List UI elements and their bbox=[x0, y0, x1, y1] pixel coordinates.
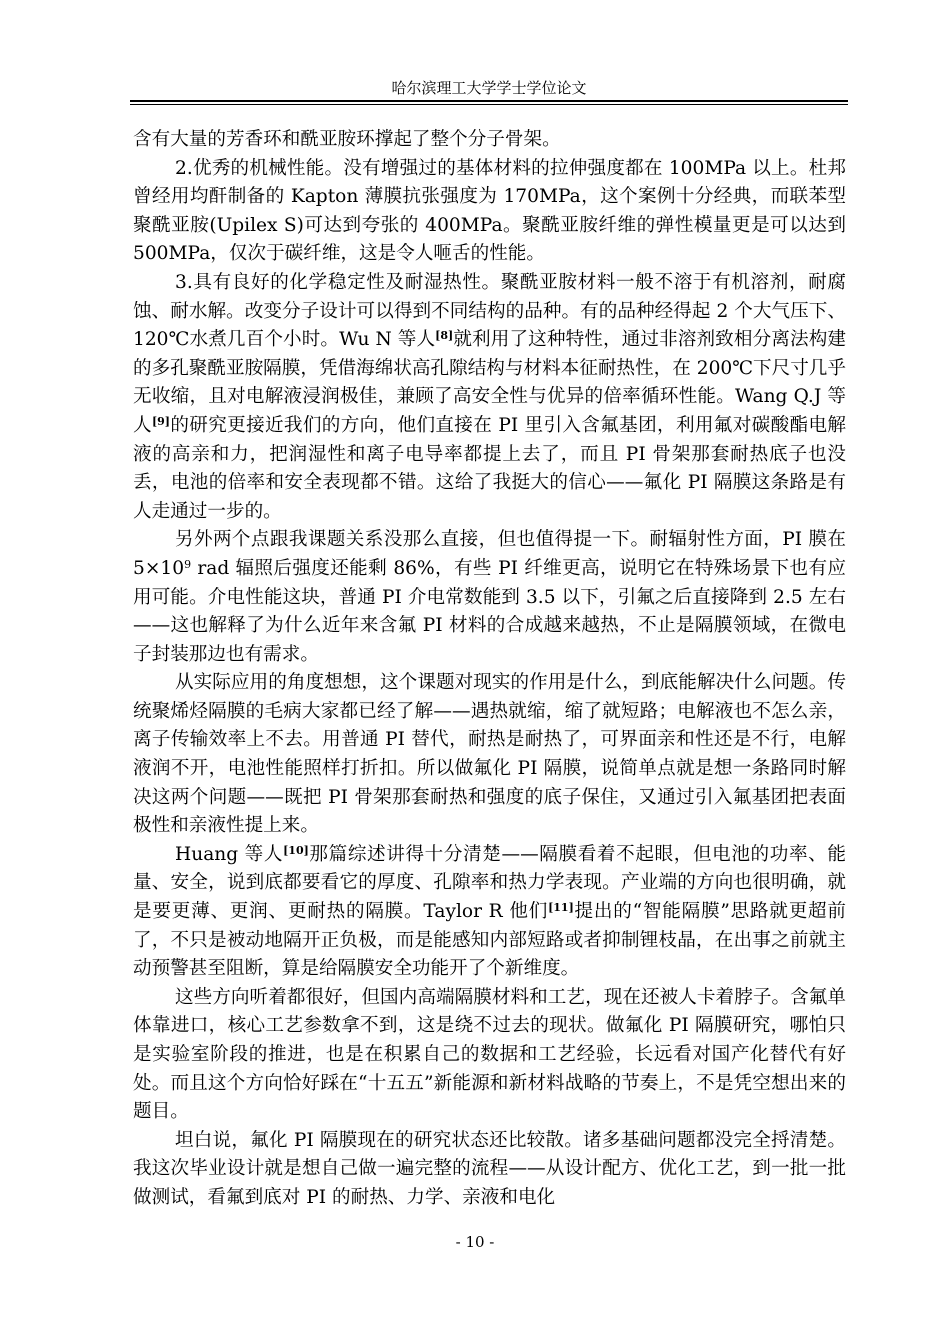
text-run: rad 辐照后强度还能剩 86%，有些 PI 纤维更高，说明它在特殊场景下也有应用可能。介电性能这块，普通 PI 介电常数能到 3.5 以下，引氟之后直接降到 2.5 左右——这也解释了为什么近年来含氟 PI 材料的合成越来越热，不止是隔膜领域，在微电子封装那边也有需求。 bbox=[133, 557, 846, 665]
header-rule bbox=[130, 100, 848, 102]
citation-ref: [8] bbox=[435, 329, 454, 343]
text-run: 那篇综述讲得十分清楚——隔膜看着不起眼，但电池的功率、能量、安全，说到底都要看它的厚度、孔隙率和热力学表现。产业端的方向也很明确，就是要更薄、更润、更耐热的隔膜。Taylor R 他们 bbox=[133, 843, 846, 923]
running-header: 哈尔滨理工大学学士学位论文 bbox=[391, 79, 587, 97]
page-number: - 10 - bbox=[455, 1233, 495, 1251]
citation-ref: [9] bbox=[151, 414, 171, 428]
paragraph-continuation: 含有大量的芳香环和酰亚胺环撑起了整个分子骨架。 bbox=[133, 129, 561, 150]
text-run: 就利用了这种特性，通过非溶剂致相分离法构建的多孔聚酰亚胺隔膜，凭借海绵状高孔隙结构与材料本征耐热性，在 200℃下尺寸几乎无收缩，且对电解液浸润极佳，兼顾了高安全性与优异的倍率循环性能。Wang Q.J 等人 bbox=[133, 329, 846, 436]
header-rule-thin bbox=[130, 104, 848, 105]
paragraph-radiation-dielectric bbox=[133, 526, 846, 669]
text-run: 的研究更接近我们的方向，他们直接在 PI 里引入含氟基团，利用氟对碳酸酯电解液的高亲和力，把润湿性和离子电导率都提上去了，而且 PI 骨架那套耐热底子也没丢，电池的倍率和安全表现都不错。这给了我挺大的信心——氟化 PI 隔膜这条路是有人走通过一步的。 bbox=[133, 414, 846, 522]
paragraph-application: 从实际应用的角度想想，这个课题对现实的作用是什么，到底能解决什么问题。传统聚烯烃隔膜的毛病大家都已经了解——遇热就缩，缩了就短路；电解液也不怎么亲，离子传输效率上不去。用普通 PI 替代，耐热是耐热了，可界面亲和性还是不行，电解液润不开，电池性能照样打折扣。所以做氟化 PI 隔膜，说简单点就是想一条路同时解决这两个问题——既把 PI 骨架那套耐热和强度的底子保住，又通过引入氟基团把表面极性和亲液性提上来。 bbox=[133, 672, 846, 837]
text-run: Huang 等人 bbox=[175, 843, 284, 865]
paragraph-research-goal: 坦白说，氟化 PI 隔膜现在的研究状态还比较散。诸多基础问题都没完全捋清楚。我这次毕业设计就是想自己做一遍完整的流程——从设计配方、优化工艺，到一批一批做测试，看氟到底对 PI 的耐热、力学、亲液和电化 bbox=[133, 1129, 846, 1208]
body-text bbox=[133, 126, 846, 1213]
paragraph-chemical-stability bbox=[133, 269, 846, 526]
citation-ref: [11] bbox=[548, 901, 574, 915]
citation-ref: [10] bbox=[283, 843, 309, 857]
paragraph-mechanical-properties: 2.优秀的机械性能。没有增强过的基体材料的拉伸强度都在 100MPa 以上。杜邦曾经用均酐制备的 Kapton 薄膜抗张强度为 170MPa，这个案例十分经典，而联苯型聚酰亚胺(Upilex S)可达到夸张的 400MPa。聚酰亚胺纤维的弹性模量更是可以达到 500MPa，仅次于碳纤维，这是令人咂舌的性能。 bbox=[133, 157, 846, 265]
text-run: 另外两个点跟我课题关系没那么直接，但也值得提一下。耐辐射性方面，PI 膜在 5×10 bbox=[133, 529, 846, 579]
text-run: 提出的“智能隔膜”思路就更超前了，不只是被动地隔开正负极，而是能感知内部短路或者抑制锂枝晶，在出事之前就主动预警甚至阻断，算是给隔膜安全功能开了个新维度。 bbox=[133, 901, 847, 980]
paragraph-domestic-situation: 这些方向听着都很好，但国内高端隔膜材料和工艺，现在还被人卡着脖子。含氟单体靠进口，核心工艺参数拿不到，这是绕不过去的现状。做氟化 PI 隔膜研究，哪怕只是实验室阶段的推进，也是在积累自己的数据和工艺经验，长远看对国产化替代有好处。而且这个方向恰好踩在“十五五”新能源和新材料战略的节奏上，不是凭空想出来的题目。 bbox=[133, 986, 846, 1123]
exponent: 9 bbox=[184, 557, 192, 571]
paragraph-review bbox=[133, 841, 846, 984]
text-run: 3.具有良好的化学稳定性及耐湿热性。聚酰亚胺材料一般不溶于有机溶剂，耐腐蚀、耐水解。改变分子设计可以得到不同结构的品种。有的品种经得起 2 个大气压下、120℃水煮几百个小时。Wu N 等人 bbox=[133, 271, 846, 351]
